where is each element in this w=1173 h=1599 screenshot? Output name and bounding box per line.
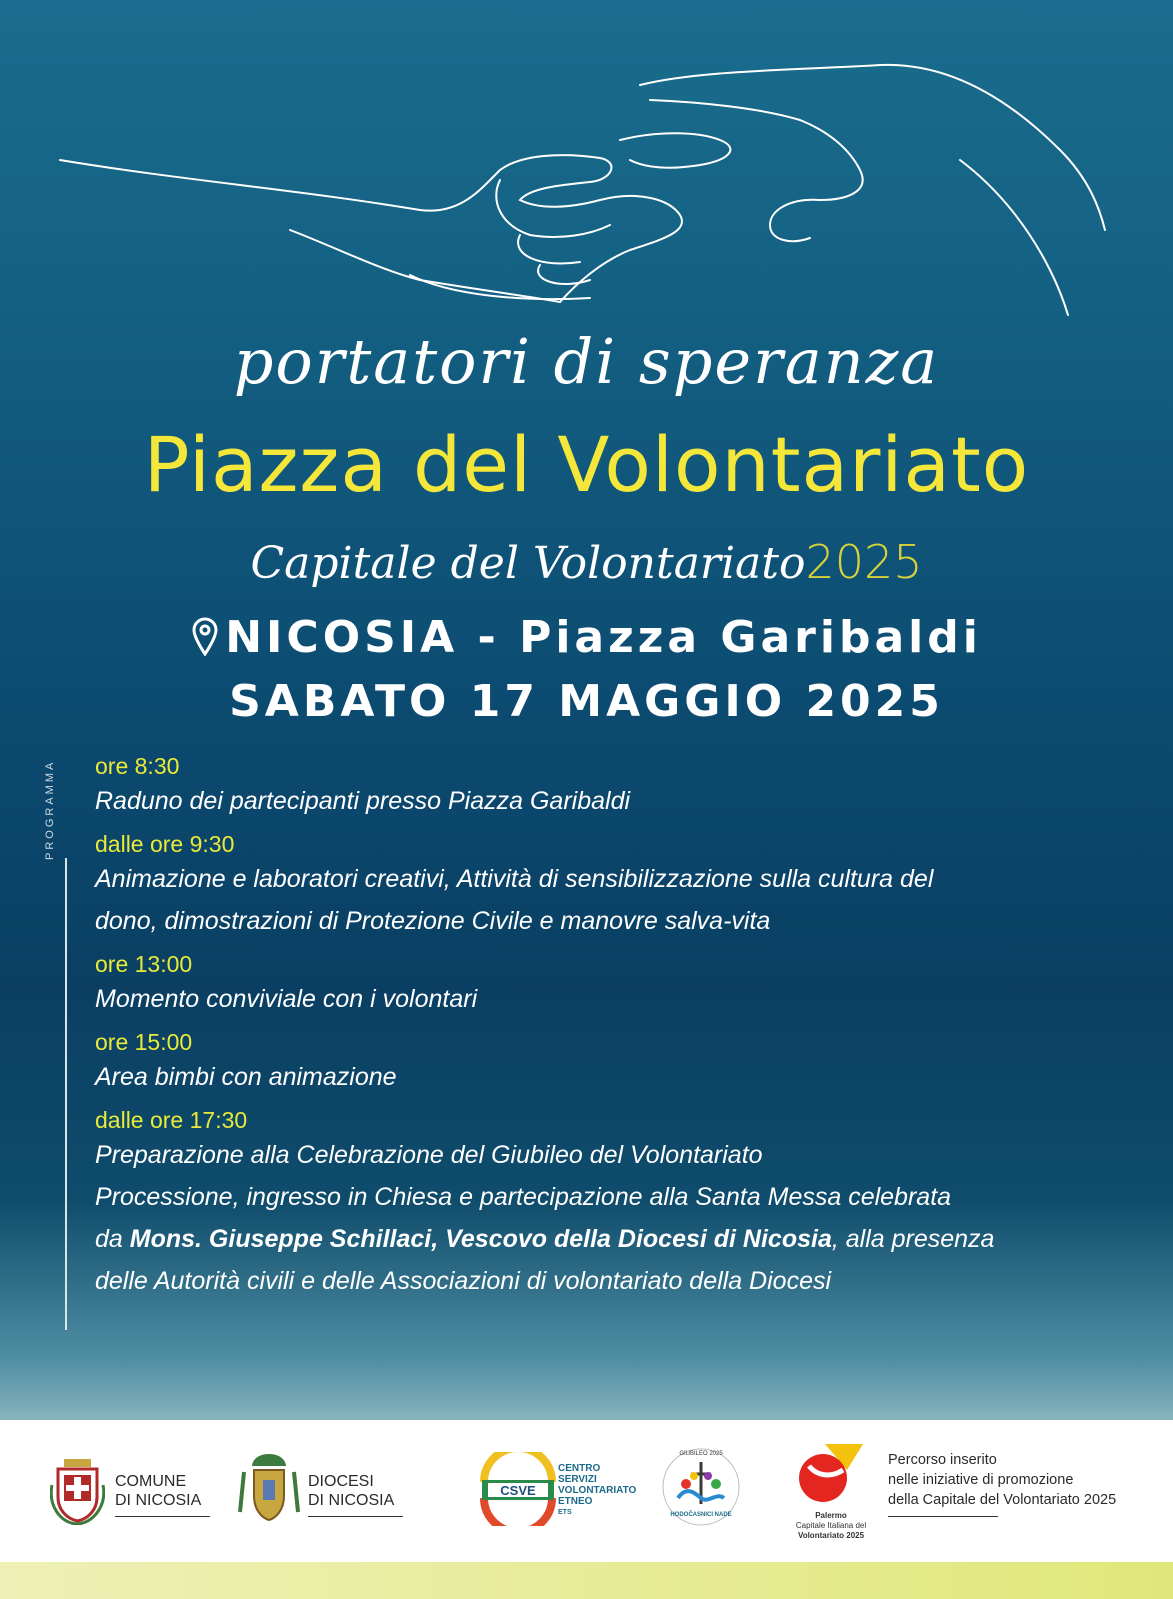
- program-divider: [65, 858, 67, 1330]
- hands-line-art: [0, 40, 1173, 320]
- program-desc: Animazione e laboratori creativi, Attività di sensibilizzazione sulla cultura del: [95, 865, 934, 893]
- program-desc-suffix: , alla presenza: [831, 1225, 995, 1253]
- program-label: PROGRAMMA: [44, 759, 56, 860]
- program-desc-bishop: Mons. Giuseppe Schillaci, Vescovo della Diocesi di Nicosia: [129, 1225, 832, 1253]
- comune-crest-icon: [50, 1455, 105, 1525]
- diocesi-rule: [308, 1516, 403, 1517]
- diocesi-line-1: DIOCESI: [308, 1473, 374, 1490]
- csve-badge: CSVE: [500, 1483, 536, 1498]
- program-item: [95, 1028, 1125, 1098]
- diocesi-line-2: DI NICOSIA: [308, 1492, 395, 1509]
- comune-line-2: DI NICOSIA: [115, 1492, 202, 1509]
- giubileo-bottom-text: HODOČASNICI NADE: [670, 1512, 732, 1518]
- program-item: [95, 1106, 1125, 1302]
- program-desc: Raduno dei partecipanti presso Piazza Garibaldi: [95, 787, 631, 815]
- program-item: [95, 830, 1125, 942]
- program-item: [95, 752, 1125, 822]
- program-list: [95, 744, 1125, 1302]
- program-desc: Processione, ingresso in Chiesa e partecipazione alla Santa Messa celebrata: [95, 1183, 952, 1211]
- program-time: dalle ore 9:30: [95, 831, 235, 857]
- tagline: portatori di speranza: [233, 325, 940, 398]
- diocesi-label: [308, 1472, 403, 1517]
- csve-line-3: VOLONTARIATO: [558, 1485, 637, 1496]
- program-desc: Preparazione alla Celebrazione del Giubileo del Volontariato: [95, 1141, 763, 1169]
- palermo-line-3: Volontariato 2025: [797, 1531, 865, 1540]
- footer-bar: [0, 1562, 1173, 1599]
- csve-line-1: CENTRO: [558, 1463, 601, 1474]
- program-time: dalle ore 17:30: [95, 1107, 248, 1133]
- program-time: ore 8:30: [95, 753, 180, 779]
- map-pin-icon: [191, 616, 219, 656]
- program-desc: Area bimbi con animazione: [95, 1063, 397, 1091]
- subtitle-text: Capitale del Volontariato: [250, 538, 806, 589]
- palermo-line-1: Palermo: [815, 1511, 847, 1520]
- comune-rule: [115, 1516, 210, 1517]
- program-desc: delle Autorità civili e delle Associazioni di volontariato della Diocesi: [95, 1267, 832, 1295]
- promo-rule: [888, 1516, 998, 1517]
- program-time: ore 13:00: [95, 951, 193, 977]
- program-time: ore 15:00: [95, 1029, 193, 1055]
- csve-line-4: ETNEO: [558, 1496, 593, 1507]
- comune-label: [115, 1472, 210, 1517]
- event-date: SABATO 17 MAGGIO 2025: [229, 676, 944, 727]
- program-desc: [95, 1218, 1125, 1260]
- program-desc-prefix: da: [95, 1225, 130, 1253]
- program-desc: Momento conviviale con i volontari: [95, 985, 478, 1013]
- giubileo-top-text: GIUBILEO 2025: [679, 1451, 723, 1457]
- comune-line-1: COMUNE: [115, 1473, 187, 1490]
- page-title: Piazza del Volontariato: [143, 420, 1030, 509]
- palermo-logo-icon: [795, 1440, 867, 1506]
- subtitle: [0, 535, 1173, 589]
- promo-line-2: nelle iniziative di promozione: [888, 1472, 1074, 1488]
- csve-line-2: SERVIZI: [558, 1474, 597, 1485]
- palermo-caption: [790, 1511, 872, 1541]
- palermo-line-2: Capitale Italiana del: [795, 1521, 867, 1530]
- subtitle-year: 2025: [805, 535, 923, 589]
- program-item: [95, 950, 1125, 1020]
- location-text: NICOSIA - Piazza Garibaldi: [225, 612, 982, 663]
- promo-line-3: della Capitale del Volontariato 2025: [888, 1492, 1117, 1508]
- diocesi-crest-icon: [238, 1452, 300, 1524]
- csve-line-5: ETS: [558, 1509, 572, 1516]
- location: [0, 612, 1173, 663]
- program-desc: dono, dimostrazioni di Protezione Civile e manovre salva-vita: [95, 907, 771, 935]
- promo-line-1: Percorso inserito: [888, 1452, 997, 1468]
- csve-label: [558, 1463, 636, 1518]
- promo-text: [888, 1450, 1116, 1517]
